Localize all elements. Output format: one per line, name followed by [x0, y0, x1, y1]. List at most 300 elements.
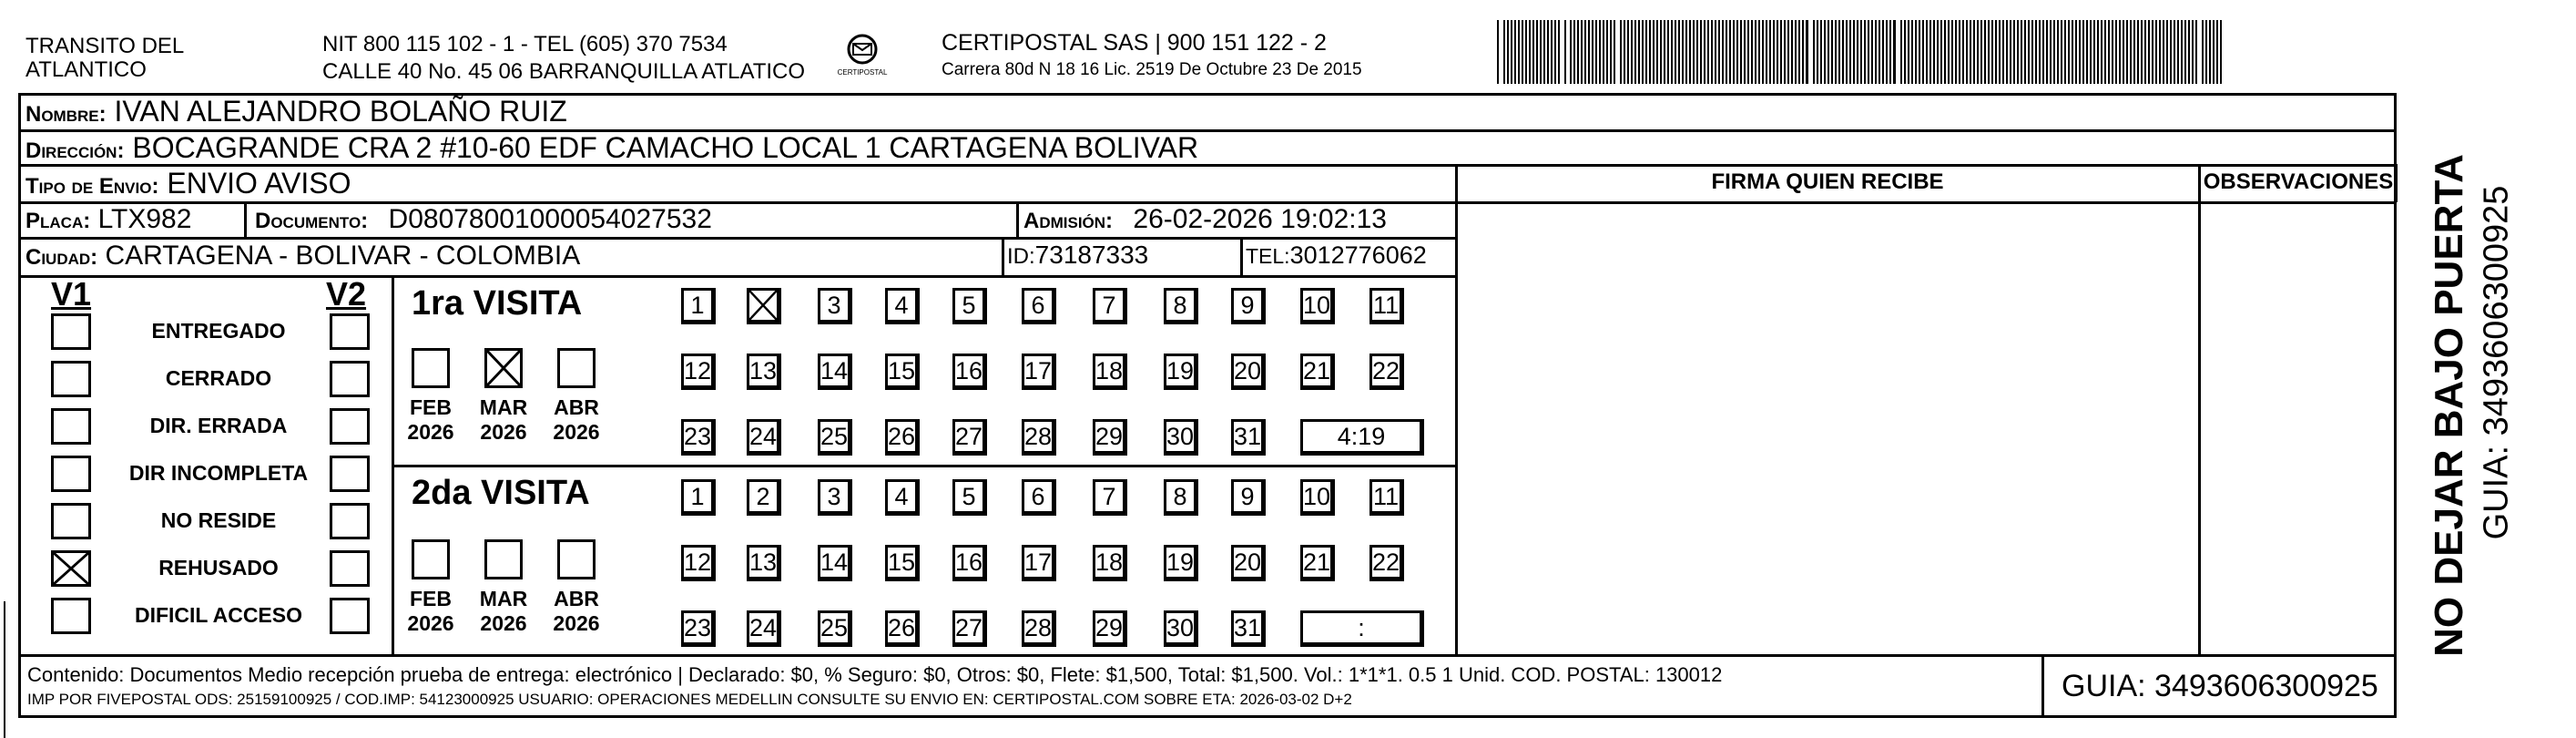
day-checkbox[interactable]: 6: [1022, 288, 1056, 324]
month-checkbox[interactable]: [484, 348, 523, 388]
barcode-bar: [1540, 20, 1542, 84]
day-checkbox[interactable]: 16: [952, 354, 987, 390]
barcode-bar: [1882, 20, 1884, 84]
barcode-bar: [1868, 20, 1869, 84]
barcode-bar: [2097, 20, 2099, 84]
barcode-bar: [1606, 20, 1608, 84]
recipient-address: BOCAGRANDE CRA 2 #10-60 EDF CAMACHO LOCAL 1 CARTAGENA BOLIVAR: [132, 131, 1199, 164]
barcode-bar: [1988, 20, 1990, 84]
time-field[interactable]: :: [1300, 610, 1424, 647]
day-checkbox[interactable]: 27: [952, 419, 987, 456]
month-checkbox[interactable]: [412, 348, 450, 388]
status-label: DIR. ERRADA: [149, 414, 288, 437]
month-checkbox[interactable]: [412, 539, 450, 579]
month-checkbox[interactable]: [557, 348, 596, 388]
type-row: [25, 167, 351, 200]
barcode-bar: [1507, 20, 1509, 84]
barcode-bar: [2137, 20, 2139, 84]
day-checkbox[interactable]: 1: [681, 479, 716, 516]
day-checkbox[interactable]: 21: [1300, 545, 1335, 581]
barcode-bar: [1682, 20, 1684, 84]
day-checkbox[interactable]: 19: [1164, 545, 1198, 581]
status-v2-checkbox[interactable]: [330, 408, 370, 445]
barcode-bar: [1751, 20, 1753, 84]
issuer-name: [25, 35, 184, 82]
barcode-bar: [1966, 20, 1968, 84]
status-v1-checkbox[interactable]: [51, 598, 91, 634]
barcode-bar: [1592, 20, 1593, 84]
barcode-bar: [1973, 20, 1975, 84]
barcode-bar: [2035, 20, 2037, 84]
day-checkbox[interactable]: 4: [885, 479, 920, 516]
barcode-bar: [1570, 20, 1572, 84]
barcode-bar: [1581, 20, 1583, 84]
day-checkbox[interactable]: 7: [1093, 288, 1127, 324]
month-label: FEB 2026: [407, 395, 454, 444]
barcode-bar: [1908, 20, 1909, 84]
barcode-bar: [1707, 20, 1709, 84]
side-guia: GUIA: 3493606300925: [2477, 185, 2516, 540]
barcode-bar: [1951, 20, 1953, 84]
day-checkbox[interactable]: 8: [1164, 479, 1198, 516]
day-checkbox[interactable]: 10: [1300, 479, 1335, 516]
barcode-bar: [1879, 20, 1880, 84]
barcode-bar: [1543, 20, 1545, 84]
issuer-name-line1: TRANSITO DEL: [25, 34, 185, 58]
barcode-bar: [1744, 20, 1746, 84]
barcode-bar: [2072, 20, 2073, 84]
day-checkbox[interactable]: [747, 288, 781, 324]
day-checkbox[interactable]: 26: [885, 419, 920, 456]
status-label: NO RESIDE: [160, 508, 277, 532]
barcode-bar: [1726, 20, 1727, 84]
barcode-bar: [1758, 20, 1760, 84]
status-v1-checkbox[interactable]: [51, 313, 91, 350]
visit2-title: 2da VISITA: [412, 474, 590, 512]
barcode-bar: [1911, 20, 1913, 84]
name-label: Nombre:: [25, 102, 107, 127]
barcode-bar: [1802, 20, 1804, 84]
barcode-bar: [1777, 20, 1778, 84]
day-checkbox[interactable]: 23: [681, 419, 716, 456]
issuer-nit: NIT 800 115 102 - 1 - TEL (605) 370 7534: [322, 32, 728, 56]
barcode-bar: [1798, 20, 1800, 84]
barcode-bar: [2220, 20, 2222, 84]
day-checkbox[interactable]: 2: [747, 479, 781, 516]
day-checkbox[interactable]: 6: [1022, 479, 1056, 516]
barcode-bar: [1795, 20, 1797, 84]
barcode-bar: [2148, 20, 2150, 84]
day-checkbox[interactable]: 13: [747, 545, 781, 581]
issuer-contact: [322, 31, 805, 86]
barcode-bar: [2082, 20, 2084, 84]
barcode-bar: [1704, 20, 1705, 84]
barcode-bar: [1970, 20, 1971, 84]
guia-footer: GUIA: 3493606300925: [2062, 669, 2378, 703]
barcode-bar: [1842, 20, 1844, 84]
barcode-bar: [2046, 20, 2048, 84]
barcode-bar: [1722, 20, 1724, 84]
tel-cell: [1246, 241, 1427, 270]
status-v2-checkbox[interactable]: [330, 503, 370, 539]
barcode-bar: [1645, 20, 1647, 84]
envelope-icon: [830, 31, 894, 81]
month-label: FEB 2026: [407, 587, 454, 635]
barcode-bar: [1871, 20, 1873, 84]
day-checkbox[interactable]: 28: [1022, 419, 1056, 456]
document-label: Documento:: [255, 209, 369, 233]
barcode-bar: [2119, 20, 2121, 84]
barcode-bar: [1886, 20, 1888, 84]
barcode-bar: [1980, 20, 1982, 84]
day-checkbox[interactable]: 27: [952, 610, 987, 647]
recipient-name: IVAN ALEJANDRO BOLAÑO RUIZ: [114, 95, 567, 128]
barcode-bar: [2115, 20, 2117, 84]
barcode-bar: [1740, 20, 1742, 84]
courier-info: [942, 29, 1362, 84]
barcode-bar: [1853, 20, 1855, 84]
id-label: ID:: [1007, 244, 1035, 269]
signature-area[interactable]: [1458, 204, 2197, 654]
plate-value: LTX982: [97, 204, 192, 234]
barcode-bar: [1595, 20, 1597, 84]
barcode-bar: [1962, 20, 1964, 84]
barcode-bar: [1955, 20, 1957, 84]
barcode-bar: [1678, 20, 1680, 84]
issuer-address: CALLE 40 No. 45 06 BARRANQUILLA ATLATICO: [322, 59, 806, 84]
status-label: DIR INCOMPLETA: [128, 461, 309, 485]
barcode-bar: [1718, 20, 1720, 84]
barcode-bar: [2166, 20, 2168, 84]
barcode-bar: [2101, 20, 2103, 84]
tel-label: TEL:: [1246, 244, 1290, 268]
observations-area[interactable]: [2201, 204, 2394, 654]
barcode-bar: [2152, 20, 2153, 84]
day-checkbox[interactable]: 29: [1093, 419, 1127, 456]
day-checkbox[interactable]: 19: [1164, 354, 1198, 390]
day-checkbox[interactable]: 4: [885, 288, 920, 324]
barcode-bar: [2068, 20, 2070, 84]
barcode-bar: [1769, 20, 1771, 84]
barcode-bar: [1551, 20, 1553, 84]
barcode-bar: [1835, 20, 1837, 84]
barcode-bar: [1755, 20, 1756, 84]
month-label: ABR 2026: [553, 395, 600, 444]
barcode-bar: [2010, 20, 2011, 84]
day-checkbox[interactable]: 5: [952, 479, 987, 516]
barcode-bar: [2155, 20, 2157, 84]
document-value: D08078001000054027532: [388, 204, 712, 234]
status-label: ENTREGADO: [151, 319, 286, 343]
barcode-bar: [1784, 20, 1786, 84]
barcode-bar: [2006, 20, 2008, 84]
day-checkbox[interactable]: 11: [1369, 288, 1404, 324]
barcode-bar: [1554, 20, 1556, 84]
day-checkbox[interactable]: 10: [1300, 288, 1335, 324]
courier-name: CERTIPOSTAL SAS | 900 151 122 - 2: [942, 30, 1327, 56]
barcode-bar: [1536, 20, 1538, 84]
day-checkbox[interactable]: 1: [681, 288, 716, 324]
barcode-bar: [2079, 20, 2081, 84]
barcode-bar: [1564, 20, 1566, 84]
barcode-bar: [1995, 20, 1997, 84]
barcode-bar: [1762, 20, 1764, 84]
barcode-bar: [2061, 20, 2062, 84]
admission-cell: [1023, 204, 1387, 235]
barcode-bar: [1838, 20, 1840, 84]
day-checkbox[interactable]: 16: [952, 545, 987, 581]
barcode-bar: [2216, 20, 2218, 84]
v2-header: V2: [326, 275, 367, 313]
status-label: DIFICIL ACCESO: [134, 603, 302, 627]
barcode-bar: [2188, 20, 2190, 84]
barcode-bar: [1824, 20, 1826, 84]
barcode-bar: [1806, 20, 1808, 84]
barcode-bar: [1791, 20, 1793, 84]
barcode-bar: [2024, 20, 2026, 84]
day-checkbox[interactable]: 8: [1164, 288, 1198, 324]
status-v1-checkbox[interactable]: [51, 550, 91, 587]
status-v2-checkbox[interactable]: [330, 598, 370, 634]
barcode-bar: [1603, 20, 1604, 84]
barcode-bar: [1889, 20, 1891, 84]
city-value: CARTAGENA - BOLIVAR - COLOMBIA: [105, 241, 581, 271]
observations-header: OBSERVACIONES: [2203, 169, 2394, 194]
barcode-bar: [2108, 20, 2110, 84]
day-checkbox[interactable]: 20: [1231, 545, 1266, 581]
plate-label: Placa:: [25, 209, 91, 233]
day-checkbox[interactable]: 29: [1093, 610, 1127, 647]
day-checkbox[interactable]: 24: [747, 419, 781, 456]
barcode-bar: [1532, 20, 1534, 84]
barcode: [1495, 20, 2227, 84]
barcode-bar: [1922, 20, 1924, 84]
barcode-bar: [2086, 20, 2088, 84]
month-checkbox[interactable]: [557, 539, 596, 579]
barcode-bar: [2184, 20, 2186, 84]
barcode-bar: [2170, 20, 2172, 84]
barcode-bar: [1959, 20, 1960, 84]
barcode-bar: [1649, 20, 1651, 84]
barcode-bar: [1984, 20, 1986, 84]
barcode-bar: [1547, 20, 1549, 84]
barcode-bar: [2112, 20, 2113, 84]
status-v2-checkbox[interactable]: [330, 361, 370, 397]
status-v1-checkbox[interactable]: [51, 503, 91, 539]
barcode-bar: [1915, 20, 1917, 84]
barcode-bar: [1689, 20, 1691, 84]
certipostal-logo: [830, 31, 894, 81]
barcode-bar: [1696, 20, 1698, 84]
day-checkbox[interactable]: 13: [747, 354, 781, 390]
barcode-bar: [2017, 20, 2019, 84]
day-checkbox[interactable]: 17: [1022, 354, 1056, 390]
barcode-bar: [1642, 20, 1644, 84]
barcode-bar: [1733, 20, 1735, 84]
barcode-bar: [1588, 20, 1590, 84]
day-checkbox[interactable]: 17: [1022, 545, 1056, 581]
barcode-bar: [1857, 20, 1858, 84]
barcode-bar: [2209, 20, 2211, 84]
day-checkbox[interactable]: 15: [885, 545, 920, 581]
barcode-bar: [1860, 20, 1862, 84]
day-checkbox[interactable]: 21: [1300, 354, 1335, 390]
status-v1-checkbox[interactable]: [51, 456, 91, 492]
barcode-bar: [1736, 20, 1738, 84]
city-label: Ciudad:: [25, 245, 98, 270]
edge-mark: [4, 601, 5, 738]
day-checkbox[interactable]: 30: [1164, 419, 1198, 456]
day-checkbox[interactable]: 3: [818, 479, 852, 516]
barcode-bar: [1944, 20, 1946, 84]
issuer-name-line2: ATLANTICO: [25, 57, 147, 82]
barcode-bar: [1893, 20, 1896, 84]
barcode-bar: [1660, 20, 1662, 84]
barcode-bar: [1573, 20, 1575, 84]
barcode-bar: [1864, 20, 1866, 84]
day-checkbox[interactable]: 14: [818, 545, 852, 581]
barcode-bar: [2104, 20, 2106, 84]
status-v2-checkbox[interactable]: [330, 313, 370, 350]
barcode-bar: [1511, 20, 1512, 84]
day-checkbox[interactable]: 30: [1164, 610, 1198, 647]
barcode-bar: [1656, 20, 1658, 84]
barcode-bar: [1766, 20, 1767, 84]
barcode-bar: [1599, 20, 1601, 84]
barcode-bar: [2042, 20, 2044, 84]
v1-header: V1: [51, 275, 92, 313]
barcode-bar: [1503, 20, 1505, 84]
barcode-bar: [1820, 20, 1822, 84]
day-checkbox[interactable]: 7: [1093, 479, 1127, 516]
barcode-bar: [2181, 20, 2183, 84]
day-checkbox[interactable]: 12: [681, 354, 716, 390]
month-checkbox[interactable]: [484, 539, 523, 579]
type-label: Tipo de Envio:: [25, 174, 159, 199]
time-field[interactable]: 4:19: [1300, 419, 1424, 456]
barcode-bar: [1831, 20, 1833, 84]
barcode-bar: [1729, 20, 1731, 84]
barcode-bar: [1525, 20, 1527, 84]
barcode-bar: [2213, 20, 2215, 84]
barcode-bar: [2053, 20, 2055, 84]
status-label: CERRADO: [165, 366, 272, 390]
day-checkbox[interactable]: 23: [681, 610, 716, 647]
barcode-bar: [1518, 20, 1520, 84]
barcode-bar: [2123, 20, 2124, 84]
city-cell: [25, 241, 580, 272]
barcode-bar: [2031, 20, 2033, 84]
tel-value: 3012776062: [1289, 241, 1427, 269]
print-info-line: IMP POR FIVEPOSTAL ODS: 25159100925 / COD.IMP: 54123000925 USUARIO: OPERACIONES MEDELLIN CONSULTE SU ENVIO EN: CERTIPOSTAL.COM SOBRE ETA: 2026-03-02 D+2: [27, 691, 1352, 708]
month-label: ABR 2026: [553, 587, 600, 635]
barcode-bar: [1620, 20, 1622, 84]
day-checkbox[interactable]: 9: [1231, 288, 1266, 324]
name-row: [25, 95, 567, 128]
barcode-bar: [2039, 20, 2041, 84]
day-checkbox[interactable]: 20: [1231, 354, 1266, 390]
barcode-bar: [1926, 20, 1928, 84]
barcode-bar: [1875, 20, 1877, 84]
barcode-bar: [1999, 20, 2001, 84]
barcode-bar: [1638, 20, 1640, 84]
side-notice: NO DEJAR BAJO PUERTA: [2427, 154, 2471, 657]
barcode-bar: [2126, 20, 2128, 84]
barcode-bar: [1773, 20, 1775, 84]
barcode-bar: [2202, 20, 2204, 84]
barcode-bar: [2159, 20, 2161, 84]
day-checkbox[interactable]: 22: [1369, 545, 1404, 581]
day-checkbox[interactable]: 26: [885, 610, 920, 647]
status-v2-checkbox[interactable]: [330, 456, 370, 492]
barcode-bar: [2090, 20, 2092, 84]
barcode-bar: [1817, 20, 1818, 84]
barcode-bar: [1627, 20, 1629, 84]
barcode-bar: [1900, 20, 1902, 84]
barcode-bar: [1846, 20, 1848, 84]
barcode-bar: [1711, 20, 1713, 84]
day-checkbox[interactable]: 25: [818, 419, 852, 456]
day-checkbox[interactable]: 11: [1369, 479, 1404, 516]
barcode-bar: [2064, 20, 2066, 84]
day-checkbox[interactable]: 3: [818, 288, 852, 324]
visit1-title: 1ra VISITA: [412, 284, 583, 323]
plate-cell: [25, 204, 191, 235]
day-checkbox[interactable]: 9: [1231, 479, 1266, 516]
barcode-bar: [2013, 20, 2015, 84]
barcode-bar: [1940, 20, 1942, 84]
barcode-bar: [1929, 20, 1931, 84]
barcode-bar: [1497, 20, 1499, 84]
courier-license: Carrera 80d N 18 16 Lic. 2519 De Octubre 23 De 2015: [942, 60, 1362, 79]
day-checkbox[interactable]: 24: [747, 610, 781, 647]
day-checkbox[interactable]: 22: [1369, 354, 1404, 390]
barcode-bar: [2177, 20, 2179, 84]
barcode-bar: [1948, 20, 1950, 84]
month-label: MAR 2026: [479, 395, 528, 444]
day-checkbox[interactable]: 31: [1231, 419, 1266, 456]
barcode-bar: [1813, 20, 1815, 84]
day-checkbox[interactable]: 15: [885, 354, 920, 390]
status-v1-checkbox[interactable]: [51, 361, 91, 397]
day-checkbox[interactable]: 14: [818, 354, 852, 390]
barcode-bar: [2130, 20, 2132, 84]
day-checkbox[interactable]: 28: [1022, 610, 1056, 647]
admission-label: Admisión:: [1023, 209, 1114, 233]
day-checkbox[interactable]: 12: [681, 545, 716, 581]
day-checkbox[interactable]: 25: [818, 610, 852, 647]
barcode-bar: [1614, 20, 1615, 84]
day-checkbox[interactable]: 5: [952, 288, 987, 324]
barcode-bar: [2002, 20, 2004, 84]
status-v2-checkbox[interactable]: [330, 550, 370, 587]
status-v1-checkbox[interactable]: [51, 408, 91, 445]
barcode-bar: [1700, 20, 1702, 84]
barcode-bar: [1787, 20, 1789, 84]
barcode-bar: [1780, 20, 1782, 84]
day-checkbox[interactable]: 31: [1231, 610, 1266, 647]
barcode-bar: [2133, 20, 2135, 84]
barcode-bar: [2057, 20, 2059, 84]
day-checkbox[interactable]: 18: [1093, 354, 1127, 390]
barcode-bar: [1937, 20, 1939, 84]
day-checkbox[interactable]: 18: [1093, 545, 1127, 581]
barcode-bar: [1671, 20, 1673, 84]
barcode-bar: [1664, 20, 1665, 84]
id-value: 73187333: [1034, 241, 1149, 269]
barcode-bar: [1933, 20, 1935, 84]
month-label: MAR 2026: [479, 587, 528, 635]
